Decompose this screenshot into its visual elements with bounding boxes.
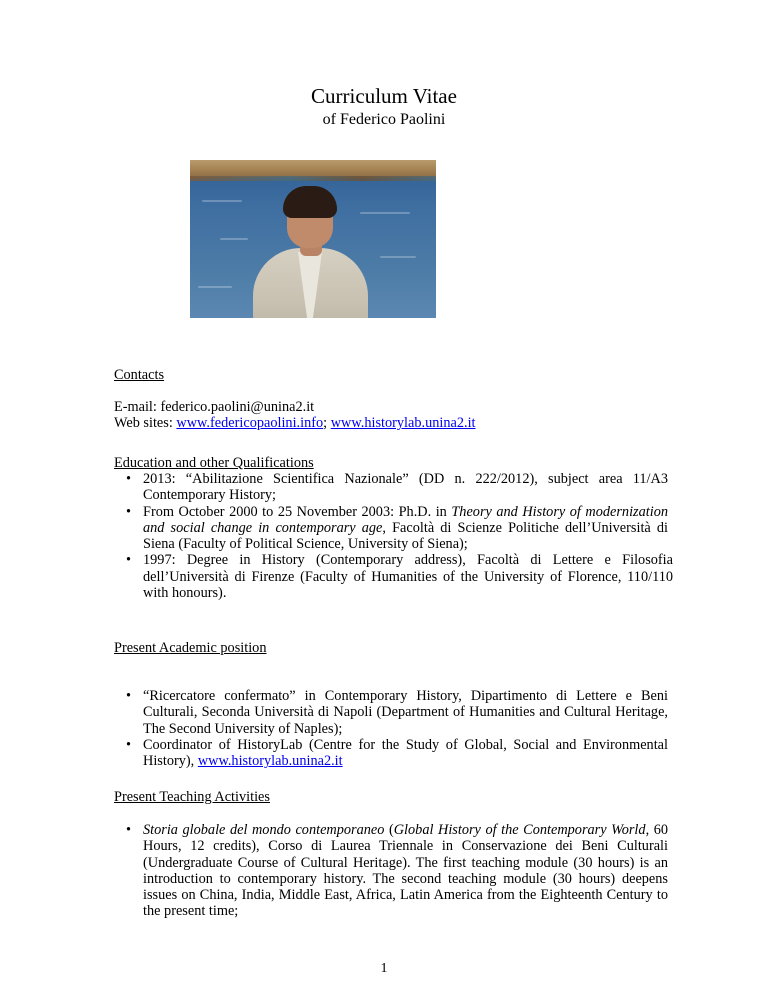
position-heading: Present Academic position: [114, 640, 267, 656]
contacts-heading: Contacts: [114, 367, 165, 383]
course-title-italian: Storia globale del mondo contemporaneo: [143, 822, 385, 838]
education-item-text: • 2013: “Abilitazione Scientifica Nazionale” (DD n. 222/2012), subject area 11/A3 Contemporary History;: [143, 471, 668, 504]
websites-line: [114, 415, 476, 431]
photo-wave: [380, 256, 416, 258]
position-item-text: [143, 737, 668, 770]
education-item-text: [143, 504, 668, 553]
education-item: [126, 471, 673, 504]
portrait-photo: [190, 160, 436, 318]
email-line: E-mail: federico.paolini@unina2.it: [114, 399, 315, 415]
education-list: [126, 471, 673, 601]
teaching-heading: Present Teaching Activities: [114, 789, 270, 805]
education-heading: Education and other Qualifications: [114, 455, 314, 471]
education-item: [126, 552, 673, 601]
phd-program-title: Theory and History of modernization and social change in contemporary age: [143, 503, 668, 536]
teaching-item: [126, 822, 668, 920]
teaching-list: [126, 822, 668, 920]
page-subtitle: of Federico Paolini: [322, 111, 446, 128]
course-title-english: Global History of the Contemporary World: [393, 822, 646, 838]
position-item: [126, 737, 668, 770]
websites-separator: ;: [323, 415, 331, 431]
education-item: [126, 504, 673, 553]
position-item-text: • “Ricercatore confermato” in Contemporary History, Dipartimento di Lettere e Beni Culturali, Seconda Università di Napoli (Department of Humanities and Cultural Heritage, The Second University of Naples);: [143, 688, 668, 737]
websites-label: Web sites:: [114, 415, 177, 431]
teaching-item-text: [143, 822, 668, 920]
education-item-text-part: From October 2000 to 25 November 2003: Ph.D. in: [143, 503, 452, 520]
photo-wave: [220, 238, 248, 240]
position-list: [126, 688, 668, 769]
teaching-item-text-part: (: [384, 822, 394, 838]
page-title: Curriculum Vitae: [311, 84, 457, 108]
education-item-text: • 1997: Degree in History (Contemporary address), Facoltà di Lettere e Filosofia dell’Università di Firenze (Faculty of Humanities of the University of Florence, 110/110 with honours).: [143, 552, 673, 602]
historylab-link[interactable]: www.historylab.unina2.it: [197, 753, 343, 770]
education-item-text-part: , Facoltà di Scienze Politiche dell’Università di Siena (Faculty of Political Science, University of Siena);: [143, 519, 668, 553]
photo-wave: [202, 200, 242, 202]
photo-wave: [360, 212, 410, 214]
teaching-item-text-part: , 60 Hours, 12 credits), Corso di Laurea Triennale in Conservazione dei Beni Culturali (Undergraduate Course of Cultural Heritage). The first teaching module (30 hours) is an introduction to contemporary history. The second teaching module (30 hours) deepens issues on China, India, Middle East, Africa, Latin America from the Eighteenth Century to the present time;: [143, 822, 668, 920]
position-item: [126, 688, 668, 737]
position-item-text-part: Coordinator of HistoryLab (Centre for the Study of Global, Social and Environmental History),: [143, 736, 668, 770]
photo-shoreline: [190, 176, 436, 181]
page-number: 1: [380, 961, 388, 976]
website-link-historylab[interactable]: www.historylab.unina2.it: [330, 415, 476, 431]
photo-wave: [198, 286, 232, 288]
website-link-federicopaolini[interactable]: www.federicopaolini.info: [176, 415, 324, 431]
photo-hair: [283, 186, 337, 218]
